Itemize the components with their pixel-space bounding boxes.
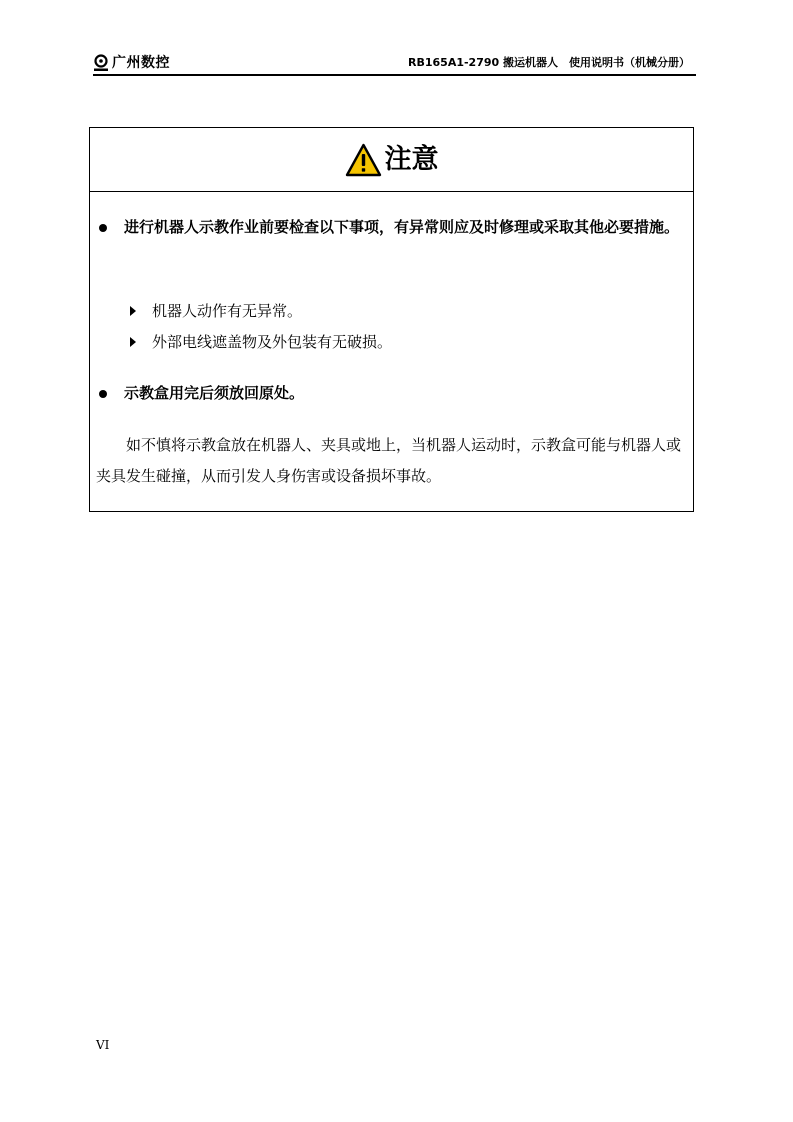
sub-item-cable-cover: 外部电线遮盖物及外包装有无破损。 [152,333,393,351]
notice-paragraph: 如不慎将示教盒放在机器人、夹具或地上，当机器人运动时，示教盒可能与机器人或夹具发生碰撞，从而引发人身伤害或设备损坏事故。 [96,436,682,485]
notice-title: 注意 [384,143,439,175]
notice-header [90,128,693,192]
bullet-dot [99,224,107,232]
warning-triangle-icon [345,143,382,177]
bullet-item-inspection: 进行机器人示教作业前要检查以下事项，有异常则应及时修理或采取其他必要措施。 [124,218,680,236]
arrow-right-icon [130,337,136,347]
arrow-right-icon [130,306,136,316]
bullet-item-return-pendant: 示教盒用完后须放回原处。 [124,384,305,402]
document-title: RB165A1-2790 搬运机器人 使用说明书（机械分册） [408,56,690,69]
gsk-logo-icon [93,54,109,72]
company-logo [93,54,170,72]
sub-item-robot-motion: 机器人动作有无异常。 [152,302,303,320]
page-number: VI [96,1038,110,1052]
bullet-dot [99,390,107,398]
logo-text: 广州数控 [112,55,170,71]
page-header [93,54,696,76]
notice-box [89,127,694,512]
